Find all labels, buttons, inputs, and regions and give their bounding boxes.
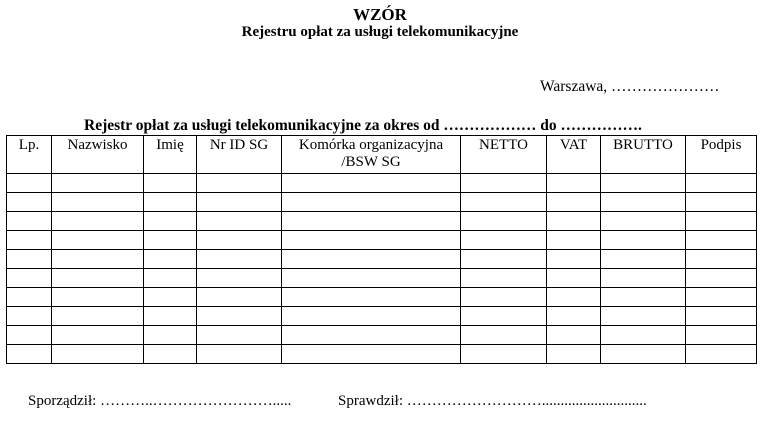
- table-cell[interactable]: [461, 269, 547, 288]
- table-row: [7, 174, 757, 193]
- table-cell[interactable]: [601, 345, 686, 364]
- table-cell[interactable]: [601, 326, 686, 345]
- column-header-lp: Lp.: [7, 136, 52, 174]
- table-cell[interactable]: [7, 193, 52, 212]
- table-cell[interactable]: [601, 212, 686, 231]
- prepared-by-line: Sporządził: ………..…………………….....: [28, 393, 292, 409]
- checked-by-line: Sprawdził: ………………………............................: [338, 393, 647, 409]
- table-cell[interactable]: [686, 193, 757, 212]
- table-row: [7, 345, 757, 364]
- table-cell[interactable]: [52, 231, 144, 250]
- table-row: [7, 212, 757, 231]
- table-cell[interactable]: [197, 288, 282, 307]
- table-cell[interactable]: [7, 269, 52, 288]
- column-header-nr-id-sg: Nr ID SG: [197, 136, 282, 174]
- table-cell[interactable]: [282, 231, 461, 250]
- table-row: [7, 193, 757, 212]
- table-cell[interactable]: [282, 250, 461, 269]
- table-cell[interactable]: [547, 345, 601, 364]
- table-cell[interactable]: [7, 212, 52, 231]
- table-cell[interactable]: [547, 231, 601, 250]
- table-cell[interactable]: [461, 288, 547, 307]
- table-cell[interactable]: [601, 193, 686, 212]
- table-row: [7, 231, 757, 250]
- column-header-brutto: BRUTTO: [601, 136, 686, 174]
- table-cell[interactable]: [7, 307, 52, 326]
- table-cell[interactable]: [52, 326, 144, 345]
- table-cell[interactable]: [547, 288, 601, 307]
- table-cell[interactable]: [144, 174, 197, 193]
- table-cell[interactable]: [197, 307, 282, 326]
- table-cell[interactable]: [52, 193, 144, 212]
- table-cell[interactable]: [197, 345, 282, 364]
- table-cell[interactable]: [686, 345, 757, 364]
- table-cell[interactable]: [144, 250, 197, 269]
- table-row: [7, 288, 757, 307]
- table-cell[interactable]: [686, 288, 757, 307]
- table-cell[interactable]: [601, 174, 686, 193]
- table-cell[interactable]: [601, 269, 686, 288]
- table-cell[interactable]: [547, 326, 601, 345]
- table-cell[interactable]: [197, 193, 282, 212]
- table-cell[interactable]: [282, 288, 461, 307]
- table-cell[interactable]: [461, 174, 547, 193]
- table-cell[interactable]: [282, 212, 461, 231]
- table-cell[interactable]: [52, 212, 144, 231]
- register-title: Rejestr opłat za usługi telekomunikacyjne za okres od ……………… do …………….: [84, 117, 642, 134]
- table-cell[interactable]: [547, 174, 601, 193]
- table-cell[interactable]: [547, 269, 601, 288]
- table-row: [7, 269, 757, 288]
- table-cell[interactable]: [144, 288, 197, 307]
- table-cell[interactable]: [686, 174, 757, 193]
- table-cell[interactable]: [197, 174, 282, 193]
- table-cell[interactable]: [601, 288, 686, 307]
- table-cell[interactable]: [601, 307, 686, 326]
- table-cell[interactable]: [144, 307, 197, 326]
- column-header-imie: Imię: [144, 136, 197, 174]
- table-cell[interactable]: [547, 307, 601, 326]
- table-cell[interactable]: [461, 250, 547, 269]
- table-cell[interactable]: [547, 212, 601, 231]
- table-cell[interactable]: [7, 288, 52, 307]
- table-row: [7, 307, 757, 326]
- table-cell[interactable]: [686, 231, 757, 250]
- document-heading: WZÓR: [353, 5, 407, 24]
- table-cell[interactable]: [461, 326, 547, 345]
- register-table: [6, 135, 757, 364]
- table-cell[interactable]: [686, 307, 757, 326]
- table-cell[interactable]: [547, 193, 601, 212]
- column-header-vat: VAT: [547, 136, 601, 174]
- table-cell[interactable]: [197, 326, 282, 345]
- table-cell[interactable]: [197, 231, 282, 250]
- table-header-row: [7, 136, 757, 174]
- table-cell[interactable]: [547, 250, 601, 269]
- table-cell[interactable]: [601, 250, 686, 269]
- table-cell[interactable]: [197, 212, 282, 231]
- table-cell[interactable]: [461, 231, 547, 250]
- column-header-podpis: Podpis: [686, 136, 757, 174]
- table-cell[interactable]: [52, 174, 144, 193]
- table-cell[interactable]: [282, 345, 461, 364]
- table-cell[interactable]: [144, 326, 197, 345]
- table-cell[interactable]: [686, 326, 757, 345]
- table-cell[interactable]: [144, 193, 197, 212]
- table-cell[interactable]: [52, 307, 144, 326]
- table-cell[interactable]: [7, 326, 52, 345]
- table-cell[interactable]: [686, 212, 757, 231]
- table-cell[interactable]: [52, 288, 144, 307]
- table-cell[interactable]: [282, 193, 461, 212]
- column-header-netto: NETTO: [461, 136, 547, 174]
- table-cell[interactable]: [282, 174, 461, 193]
- table-cell[interactable]: [144, 269, 197, 288]
- table-cell[interactable]: [197, 250, 282, 269]
- table-cell[interactable]: [461, 193, 547, 212]
- table-cell[interactable]: [144, 212, 197, 231]
- document-subheading: Rejestru opłat za usługi telekomunikacyjne: [241, 24, 519, 40]
- table-cell[interactable]: [197, 269, 282, 288]
- column-header-komorka: Komórka organizacyjna /BSW SG: [282, 136, 461, 174]
- table-cell[interactable]: [144, 231, 197, 250]
- table-cell[interactable]: [461, 212, 547, 231]
- table-cell[interactable]: [282, 269, 461, 288]
- table-row: [7, 326, 757, 345]
- table-cell[interactable]: [686, 269, 757, 288]
- table-cell[interactable]: [7, 231, 52, 250]
- table-cell[interactable]: [144, 345, 197, 364]
- table-cell[interactable]: [7, 250, 52, 269]
- table-cell[interactable]: [52, 250, 144, 269]
- table-body: [7, 174, 757, 364]
- table-cell[interactable]: [601, 231, 686, 250]
- table-cell[interactable]: [282, 307, 461, 326]
- table-cell[interactable]: [461, 345, 547, 364]
- table-row: [7, 250, 757, 269]
- table-cell[interactable]: [7, 174, 52, 193]
- table-cell[interactable]: [52, 269, 144, 288]
- column-header-nazwisko: Nazwisko: [52, 136, 144, 174]
- table-cell[interactable]: [686, 250, 757, 269]
- table-cell[interactable]: [461, 307, 547, 326]
- place-date-line: Warszawa, …………………: [540, 78, 720, 95]
- table-cell[interactable]: [282, 326, 461, 345]
- table-cell[interactable]: [52, 345, 144, 364]
- table-cell[interactable]: [7, 345, 52, 364]
